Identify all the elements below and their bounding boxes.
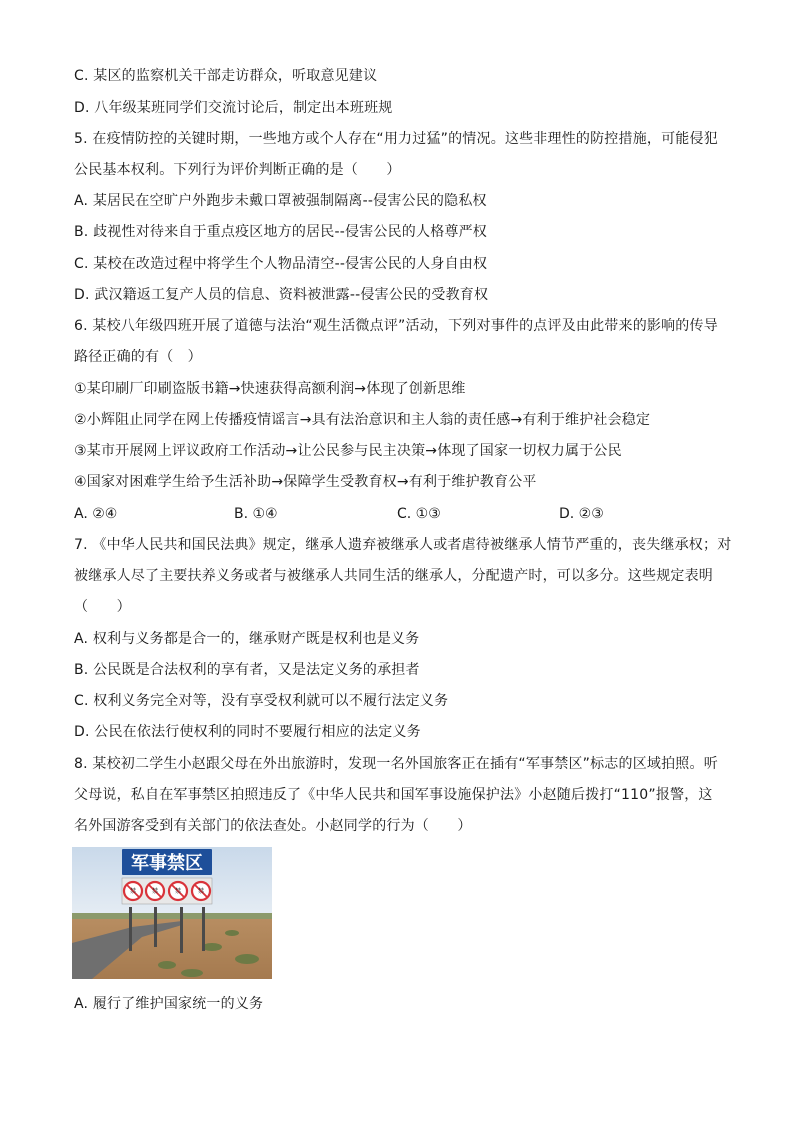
- q5-option-a: A. 某居民在空旷户外跑步未戴口罩被强制隔离--侵害公民的隐私权: [74, 193, 487, 209]
- q5-option-b: B. 歧视性对待来自于重点疫区地方的居民--侵害公民的人格尊严权: [74, 224, 488, 240]
- q6-option-a: A. ②④: [74, 506, 118, 522]
- q6-stem-line1: 6. 某校八年级四班开展了道德与法治“观生活微点评”活动，下列对事件的点评及由此带来的影响的传导: [74, 318, 718, 334]
- icon-label-1: 禁: [129, 888, 137, 895]
- q7-option-b: B. 公民既是合法权利的享有者，又是法定义务的承担者: [74, 662, 420, 678]
- q6-option-c: C. ①③: [397, 506, 441, 522]
- q8-option-a: A. 履行了维护国家统一的义务: [74, 996, 264, 1012]
- q4-option-c: C. 某区的监察机关干部走访群众，听取意见建议: [74, 68, 378, 84]
- q5-option-c: C. 某校在改造过程中将学生个人物品清空--侵害公民的人身自由权: [74, 256, 488, 272]
- icon-label-4: 禁: [197, 888, 205, 895]
- q4-option-d: D. 八年级某班同学们交流讨论后，制定出本班班规: [74, 100, 393, 116]
- icon-label-2: 禁: [151, 888, 159, 895]
- q6-item-4: ④国家对困难学生给予生活补助→保障学生受教育权→有利于维护教育公平: [74, 474, 537, 490]
- q5-option-d: D. 武汉籍返工复产人员的信息、资料被泄露--侵害公民的受教育权: [74, 287, 489, 303]
- q6-option-d: D. ②③: [559, 506, 604, 522]
- q8-stem-line2: 父母说，私自在军事禁区拍照违反了《中华人民共和国军事设施保护法》小赵随后拨打“110”报警，这: [74, 787, 713, 803]
- icon-label-3: 禁: [174, 888, 182, 895]
- sign-title: 军事禁区: [131, 853, 203, 874]
- q5-stem-line2: 公民基本权利。下列行为评价判断正确的是（ ）: [74, 162, 401, 178]
- military-zone-sign-photo: [72, 847, 272, 979]
- q6-item-1: ①某印刷厂印刷盗版书籍→快速获得高额利润→体现了创新思维: [74, 381, 466, 397]
- q8-stem-line1: 8. 某校初二学生小赵跟父母在外出旅游时，发现一名外国旅客正在插有“军事禁区”标志的区域拍照。听: [74, 756, 718, 772]
- q7-stem-line3: （ ）: [74, 599, 131, 615]
- q6-item-3: ③某市开展网上评议政府工作活动→让公民参与民主决策→体现了国家一切权力属于公民: [74, 443, 622, 459]
- q6-item-2: ②小辉阻止同学在网上传播疫情谣言→具有法治意识和主人翁的责任感→有利于维护社会稳定: [74, 412, 651, 428]
- q6-option-b: B. ①④: [234, 506, 278, 522]
- q7-option-d: D. 公民在依法行使权利的同时不要履行相应的法定义务: [74, 724, 421, 740]
- q5-stem-line1: 5. 在疫情防控的关键时期，一些地方或个人存在“用力过猛”的情况。这些非理性的防控措施，可能侵犯: [74, 131, 718, 147]
- q7-stem-line2: 被继承人尽了主要扶养义务或者与被继承人共同生活的继承人，分配遗产时，可以多分。这些规定表明: [74, 568, 713, 584]
- q8-stem-line3: 名外国游客受到有关部门的依法查处。小赵同学的行为（ ）: [74, 818, 472, 834]
- q7-option-c: C. 权利义务完全对等，没有享受权利就可以不履行法定义务: [74, 693, 449, 709]
- q6-stem-line2: 路径正确的有（ ）: [74, 349, 202, 365]
- q7-stem-line1: 7. 《中华人民共和国民法典》规定，继承人遗弃被继承人或者虐待被继承人情节严重的，丧失继承权；对: [74, 537, 732, 553]
- q7-option-a: A. 权利与义务都是合一的，继承财产既是权利也是义务: [74, 631, 420, 647]
